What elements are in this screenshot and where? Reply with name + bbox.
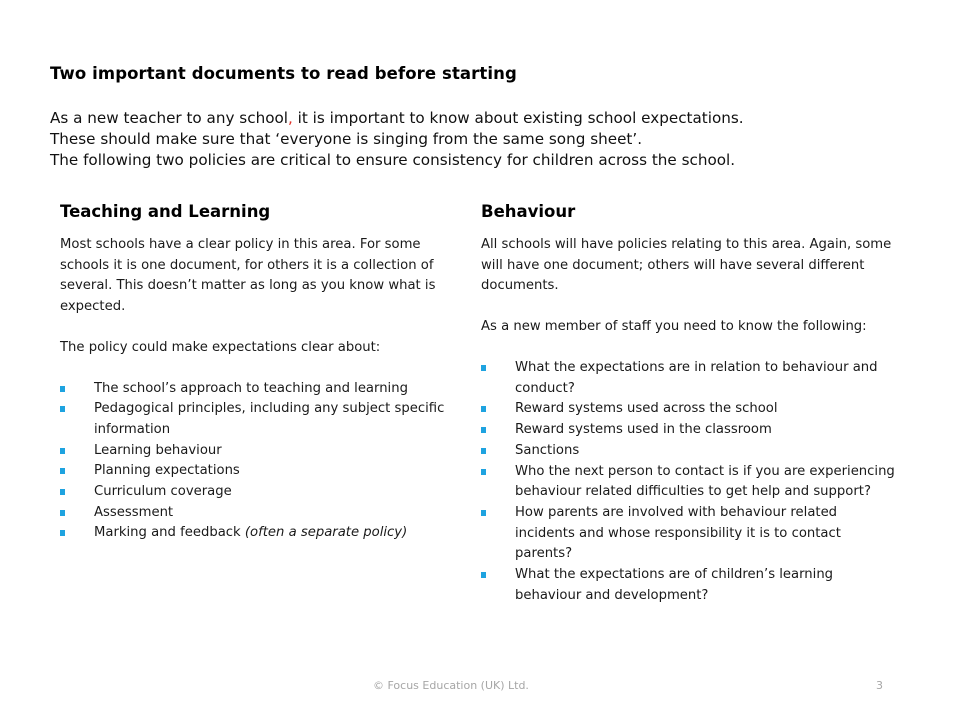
teaching-learning-section [60,202,455,544]
list-item [60,379,455,400]
list-item-text: What the expectations are of children’s learning behaviour and development? [515,567,834,603]
list-item [60,399,455,440]
list-item-text: Pedagogical principles, including any subject specific information [94,401,445,437]
page-number: 3 [876,679,883,692]
list-item-text: Reward systems used across the school [515,401,778,417]
list-item [481,358,901,399]
intro-line-1 [50,108,930,129]
intro-line-2: These should make sure that ‘everyone is singing from the same song sheet’. [50,130,643,148]
bullet-square-icon [60,510,65,516]
page-title: Two important documents to read before starting [50,64,517,83]
intro-line-1-part-a: As a new teacher to any school [50,109,288,127]
teaching-learning-heading: Teaching and Learning [60,202,271,221]
list-item [481,399,901,420]
bullet-square-icon [481,469,486,475]
bullet-square-icon [481,365,486,371]
list-item-text: What the expectations are in relation to behaviour and conduct? [515,360,878,396]
bullet-square-icon [60,448,65,454]
behaviour-para-2: As a new member of staff you need to know the following: [481,319,867,334]
list-item [481,462,901,503]
intro-line-3: The following two policies are critical to ensure consistency for children across the school. [50,151,736,169]
list-item [60,441,455,462]
behaviour-heading: Behaviour [481,202,576,221]
list-item [60,461,455,482]
bullet-square-icon [481,427,486,433]
bullet-square-icon [60,489,65,495]
list-item-text: Learning behaviour [94,442,222,458]
list-item [481,565,901,606]
list-item-text: Marking and feedback [94,525,245,541]
teaching-para-2: The policy could make expectations clear about: [60,339,381,355]
list-item-text: How parents are involved with behaviour related incidents and whose responsibility it is to contact parents? [515,504,841,562]
behaviour-bullet-list [481,358,901,606]
list-item-text: Sanctions [515,442,580,458]
intro-red-comma: , [288,109,293,127]
list-item-text: The school’s approach to teaching and learning [94,380,408,396]
teaching-bullet-list [60,379,455,545]
list-item [60,523,455,544]
list-item [60,482,455,503]
list-item [481,503,901,565]
list-item [481,420,901,441]
list-item-text: Who the next person to contact is if you are experiencing behaviour related difficulties to get help and support? [515,463,895,500]
list-item [481,441,901,462]
list-item-text: Curriculum coverage [94,484,232,500]
list-item-text: Reward systems used in the classroom [515,422,772,438]
bullet-square-icon [481,510,486,516]
behaviour-section [481,202,901,606]
teaching-para-1: Most schools have a clear policy in this area. For some schools it is one document, for others it is a collection of several. This doesn’t matter as long as you know what is expected. [60,237,436,314]
intro-line-1-part-b: it is important to know about existing school expectations. [292,109,744,127]
list-item-text: Planning expectations [94,463,240,479]
bullet-square-icon [481,448,486,454]
bullet-square-icon [481,406,486,412]
list-item-italic-note: (often a separate policy) [244,525,408,541]
copyright-text: © Focus Education (UK) Ltd. [373,679,529,692]
bullet-square-icon [481,572,486,578]
list-item [60,503,455,524]
list-item-text: Assessment [94,504,174,520]
behaviour-para-1: All schools will have policies relating to this area. Again, some will have one document; others will have several different documents. [481,237,892,293]
bullet-square-icon [60,530,65,536]
bullet-square-icon [60,468,65,474]
intro-text [50,108,930,171]
bullet-square-icon [60,386,65,392]
bullet-square-icon [60,406,65,412]
